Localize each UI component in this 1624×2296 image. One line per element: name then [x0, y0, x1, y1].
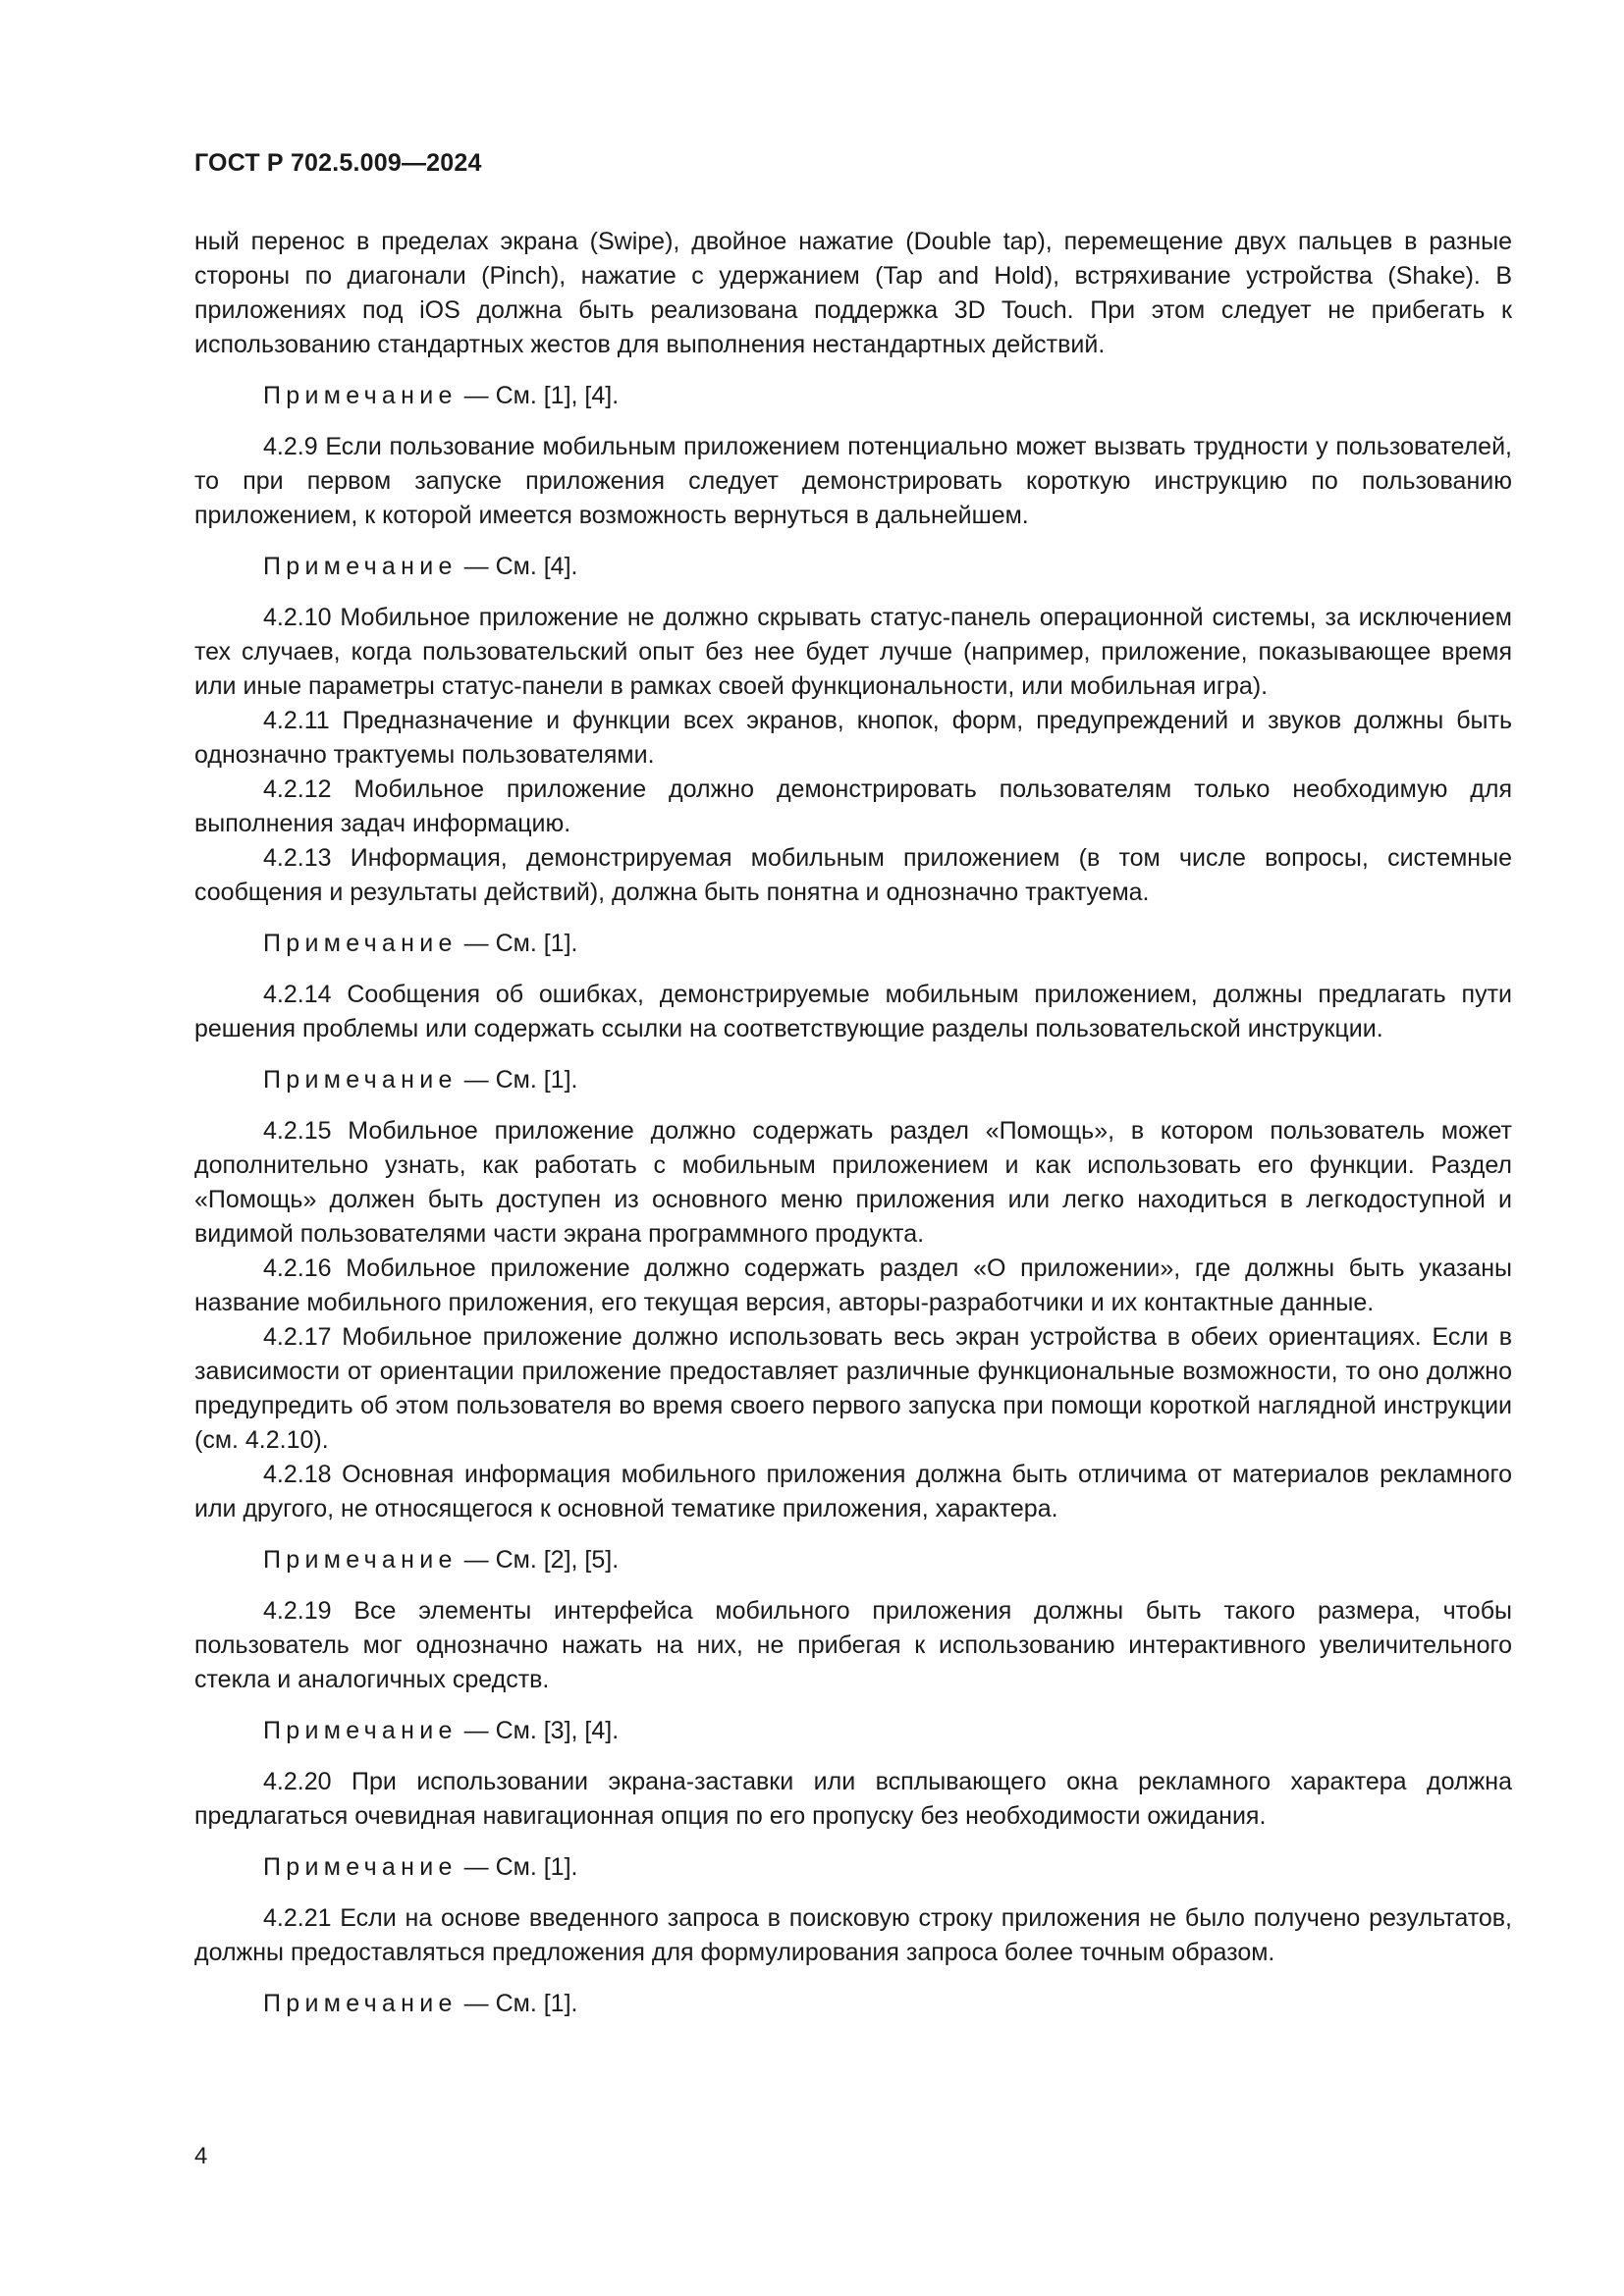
note-label: Примечание [263, 1546, 458, 1574]
note [263, 927, 1512, 961]
note-text: — См. [1]. [463, 1990, 578, 2017]
clause-4-2-12: 4.2.12 Мобильное приложение должно демонстрировать пользователям только необходимую для выполнения задач информацию. [194, 775, 1512, 837]
note-text: — См. [4]. [463, 553, 578, 580]
page-number: 4 [194, 2143, 208, 2169]
clause-4-2-21: 4.2.21 Если на основе введенного запроса в поисковую строку приложения не было получено результатов, должны предоставляться предложения для формулирования запроса более точным образом. [194, 1904, 1512, 1966]
standard-designation: ГОСТ Р 702.5.009—2024 [194, 149, 482, 177]
note [263, 379, 1512, 413]
note-label: Примечание [263, 553, 458, 580]
note [263, 1987, 1512, 2021]
note-label: Примечание [263, 930, 458, 957]
clause-4-2-11: 4.2.11 Предназначение и функции всех экранов, кнопок, форм, предупреждений и звуков должны быть однозначно трактуемы пользователями. [194, 707, 1512, 769]
note [263, 1714, 1512, 1748]
note-text: — См. [1]. [463, 1066, 578, 1094]
note-text: — См. [1]. [463, 930, 578, 957]
note-label: Примечание [263, 1717, 458, 1744]
note-label: Примечание [263, 1990, 458, 2017]
note-label: Примечание [263, 1853, 458, 1881]
note [263, 550, 1512, 584]
note-text: — См. [2], [5]. [463, 1546, 620, 1574]
clause-4-2-9: 4.2.9 Если пользование мобильным приложением потенциально может вызвать трудности у пользователей, то при первом запуске приложения следует демонстрировать короткую инструкцию по пользованию приложением, к которой имеется возможность вернуться в дальнейшем. [194, 433, 1512, 529]
note-text: — См. [3], [4]. [463, 1717, 620, 1744]
clause-4-2-16: 4.2.16 Мобильное приложение должно содержать раздел «О приложении», где должны быть указаны название мобильного приложения, его текущая версия, авторы-разработчики и их контактные данные. [194, 1255, 1512, 1316]
note-text: — См. [1], [4]. [463, 382, 620, 409]
clause-4-2-13: 4.2.13 Информация, демонстрируемая мобильным приложением (в том числе вопросы, системные сообщения и результаты действий), должна быть понятна и однозначно трактуема. [194, 844, 1512, 906]
clause-4-2-17: 4.2.17 Мобильное приложение должно использовать весь экран устройства в обеих ориентациях. Если в зависимости от ориентации приложение предоставляет различные функциональные возможности, то оно должно предупредить об этом пользователя во время своего первого запуска при помощи короткой наглядной инструкции (см. 4.2.10). [194, 1323, 1512, 1454]
paragraph-continuation: ный перенос в пределах экрана (Swipe), двойное нажатие (Double tap), перемещение двух пальцев в разные стороны по диагонали (Pinch), нажатие с удержанием (Tap and Hold), встряхивание устройства (Shake). В приложениях под iOS должна быть реализована поддержка 3D Touch. При этом следует не прибегать к использованию стандартных жестов для выполнения нестандартных действий. [194, 228, 1512, 358]
clause-4-2-18: 4.2.18 Основная информация мобильного приложения должна быть отличима от материалов рекламного или другого, не относящегося к основной тематике приложения, характера. [194, 1461, 1512, 1522]
clause-4-2-19: 4.2.19 Все элементы интерфейса мобильного приложения должны быть такого размера, чтобы пользователь мог однозначно нажать на них, не прибегая к использованию интерактивного увеличительного стекла и аналогичных средств. [194, 1597, 1512, 1693]
note-text: — См. [1]. [463, 1853, 578, 1881]
document-body [194, 225, 1512, 2038]
clause-4-2-20: 4.2.20 При использовании экрана-заставки или всплывающего окна рекламного характера должна предлагаться очевидная навигационная опция по его пропуску без необходимости ожидания. [194, 1768, 1512, 1830]
clause-4-2-15: 4.2.15 Мобильное приложение должно содержать раздел «Помощь», в котором пользователь может дополнительно узнать, как работать с мобильным приложением и как использовать его функции. Раздел «Помощь» должен быть доступен из основного меню приложения или легко находиться в легкодоступной и видимой пользователями части экрана программного продукта. [194, 1117, 1512, 1248]
note-label: Примечание [263, 1066, 458, 1094]
note-label: Примечание [263, 382, 458, 409]
note [263, 1850, 1512, 1885]
clause-4-2-14: 4.2.14 Сообщения об ошибках, демонстрируемые мобильным приложением, должны предлагать пути решения проблемы или содержать ссылки на соответствующие разделы пользовательской инструкции. [194, 981, 1512, 1042]
note [263, 1543, 1512, 1577]
clause-4-2-10: 4.2.10 Мобильное приложение не должно скрывать статус-панель операционной системы, за исключением тех случаев, когда пользовательский опыт без нее будет лучше (например, приложение, показывающее время или иные параметры статус-панели в рамках своей функциональности, или мобильная игра). [194, 604, 1512, 700]
note [263, 1063, 1512, 1097]
